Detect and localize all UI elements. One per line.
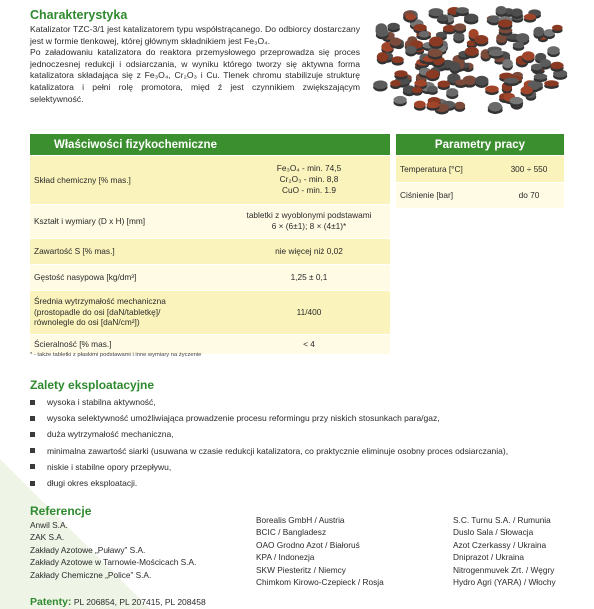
pellet-shape bbox=[534, 74, 548, 83]
pellet-shape bbox=[456, 7, 469, 16]
pellet-shape bbox=[504, 78, 519, 87]
row-value: 300 ÷ 550 bbox=[494, 156, 564, 182]
table-row bbox=[30, 238, 390, 264]
table-row bbox=[30, 290, 390, 334]
list-item: Zakłady Azotowe „Puławy” S.A. bbox=[30, 544, 146, 555]
pellet-shape bbox=[428, 49, 443, 60]
row-label: Średnia wytrzymałość mechaniczna (prostopadle do osi [daN/tabletkę]/ równolegle do osi [daN/cm²]) bbox=[30, 290, 228, 334]
pellet-shape bbox=[450, 62, 461, 74]
work-header-label: Parametry pracy bbox=[434, 138, 526, 151]
pellet-shape bbox=[513, 42, 524, 51]
phys-properties-table bbox=[30, 156, 390, 355]
intro-text bbox=[30, 24, 360, 105]
list-item-text: minimalna zawartość siarki (usuwana w czasie redukcji katalizatora, co praktycznie eliminuje osobny proces odsiarczania), bbox=[47, 445, 509, 456]
pellet-shape bbox=[376, 28, 389, 39]
list-item-text: wysoka i stabilna aktywność, bbox=[47, 397, 156, 408]
bullet-square-icon bbox=[30, 448, 35, 453]
table-row bbox=[30, 334, 390, 354]
row-label: Skład chemiczny [% mas.] bbox=[30, 156, 228, 204]
list-item bbox=[30, 475, 508, 491]
pellet-shape bbox=[419, 31, 430, 40]
pellet-shape bbox=[405, 46, 416, 57]
references-column-foreign-2 bbox=[453, 514, 556, 588]
row-value: 11/400 bbox=[228, 290, 390, 334]
work-parameters-table bbox=[396, 156, 564, 209]
pellet-shape bbox=[438, 15, 449, 24]
pellet-shape bbox=[429, 36, 443, 48]
section-title-characteristics: Charakterystyka bbox=[30, 8, 128, 22]
pellet-shape bbox=[453, 32, 464, 43]
list-item: Hydro Agri (YARA) / Włochy bbox=[453, 576, 556, 587]
pellet-shape bbox=[510, 97, 524, 107]
table-row bbox=[396, 156, 564, 182]
pellet-shape bbox=[489, 102, 502, 114]
work-parameters-header bbox=[396, 134, 564, 155]
list-item: S.C. Turnu S.A. / Rumunia bbox=[453, 515, 551, 525]
pellet-shape bbox=[390, 80, 401, 89]
pellet-shape bbox=[524, 14, 536, 23]
pellet-shape bbox=[465, 47, 479, 59]
pellet-shape bbox=[426, 70, 440, 82]
table-row bbox=[30, 204, 390, 238]
row-value: do 70 bbox=[494, 182, 564, 208]
list-item-text: długi okres eksploatacji. bbox=[47, 478, 138, 489]
pellet-shape bbox=[511, 8, 523, 19]
list-item: KPA / Indonezja bbox=[256, 552, 315, 563]
list-item: Nitrogenmuvek Zrt. / Węgry bbox=[453, 564, 555, 575]
row-label: Gęstość nasypowa [kg/dm³] bbox=[30, 264, 228, 290]
row-value: 1,25 ± 0,1 bbox=[228, 264, 390, 290]
row-value: Fe₃O₄ - min. 74,5 Cr₂O₃ - min. 8,8 CuO - min. 1.9 bbox=[228, 156, 390, 204]
pellet-shape bbox=[550, 62, 563, 72]
pellet-shape bbox=[393, 96, 406, 106]
row-label: Temperatura [°C] bbox=[396, 156, 494, 182]
bullet-square-icon bbox=[30, 481, 35, 486]
row-label: Ścieralność [% mas.] bbox=[30, 334, 228, 354]
list-item: ZAK S.A. bbox=[30, 532, 65, 543]
pellet-shape bbox=[502, 59, 512, 71]
pellet-shape bbox=[498, 19, 512, 30]
advantages-list bbox=[30, 394, 508, 491]
list-item bbox=[30, 410, 508, 426]
pellet-shape bbox=[496, 6, 507, 17]
row-label: Zawartość S [% mas.] bbox=[30, 238, 228, 264]
row-value: < 4 bbox=[228, 334, 390, 354]
footnote: * - także tabletki z płaskimi podstawami i inne wymiary na życzenie bbox=[30, 352, 202, 358]
table-row bbox=[396, 182, 564, 208]
bullet-square-icon bbox=[30, 400, 35, 405]
list-item: Chimkom Kirowo-Czepieck / Rosja bbox=[256, 576, 384, 587]
pellet-shape bbox=[489, 50, 504, 59]
list-item-text: niskie i stabilne opory przepływu, bbox=[47, 461, 172, 472]
pellet-shape bbox=[373, 80, 387, 91]
bullet-square-icon bbox=[30, 464, 35, 469]
list-item: Duslo Sala / Słowacja bbox=[453, 527, 534, 538]
pellet-shape bbox=[387, 23, 399, 33]
list-item: SKW Piesteritz / Niemcy bbox=[256, 564, 346, 575]
list-item-text: wysoka selektywność umożliwiająca prowadzenie procesu reformingu przy niskich stosunkach para/gaz, bbox=[47, 413, 440, 424]
pellet-shape bbox=[390, 38, 401, 49]
pellet-shape bbox=[412, 87, 423, 96]
bullet-square-icon bbox=[30, 432, 35, 437]
pellet-shape bbox=[547, 46, 560, 57]
references-column-poland bbox=[30, 519, 196, 581]
pellet-shape bbox=[377, 52, 388, 64]
row-value: tabletki z wyoblonymi podstawami 6 × (6±1); 8 × (4±1)* bbox=[228, 204, 390, 238]
patents-label: Patenty: bbox=[30, 596, 72, 608]
intro-paragraph-2: Po załadowaniu katalizatora do reaktora przemysłowego przeprowadza się proces jednoczesnej redukcji i odsiarczania, w wyniku którego tworzy się aktywna forma katalizatora składająca się z Fe₃O₄, Cr₂O₃ i Cu. Tlenek chromu stabilizuje strukturę katalizatora i pełni rolę promotora, międ ź jest czynnikiem zwiększającym selektywność. bbox=[30, 47, 360, 104]
pellet-shape bbox=[427, 86, 438, 95]
bullet-square-icon bbox=[30, 416, 35, 421]
pellet-shape bbox=[426, 102, 439, 111]
list-item: OAO Grodno Azot / Białoruś bbox=[256, 539, 360, 550]
pellet-shape bbox=[455, 79, 467, 88]
section-title-references: Referencje bbox=[30, 504, 92, 518]
intro-paragraph-1: Katalizator TZC-3/1 jest katalizatorem typu współstrącanego. Do odbiorcy dostarczany jest w formie tlenkowej, której głównym składnikiem jest Fe₃O₄. bbox=[30, 24, 360, 46]
list-item: BCIC / Bangladesz bbox=[256, 527, 327, 538]
pellet-shape bbox=[454, 23, 466, 33]
pellet-shape bbox=[446, 88, 458, 99]
list-item bbox=[30, 459, 508, 475]
patents-line bbox=[30, 596, 206, 608]
catalyst-pellets-image bbox=[370, 0, 570, 118]
pellet-shape bbox=[552, 25, 563, 34]
pellet-shape bbox=[485, 85, 499, 95]
section-title-advantages: Zalety eksploatacyjne bbox=[30, 378, 155, 392]
pellet-shape bbox=[533, 27, 544, 39]
list-item bbox=[30, 443, 508, 459]
phys-properties-header bbox=[30, 134, 390, 155]
pellet-shape bbox=[474, 35, 488, 47]
table-row bbox=[30, 156, 390, 204]
pellet-shape bbox=[521, 86, 533, 97]
list-item: Azot Czerkassy / Ukraina bbox=[453, 539, 547, 550]
pellet-shape bbox=[392, 56, 404, 65]
list-item: Zakłady Azotowe w Tarnowie-Mościcach S.A. bbox=[30, 557, 197, 568]
pellet-shape bbox=[454, 102, 465, 112]
pellet-shape bbox=[522, 51, 535, 63]
pellet-shape bbox=[438, 80, 450, 90]
phys-header-label: Właściwości fizykochemiczne bbox=[54, 138, 217, 151]
pellet-shape bbox=[405, 14, 416, 23]
list-item bbox=[30, 394, 508, 410]
list-item-text: duża wytrzymałość mechaniczna, bbox=[47, 429, 174, 440]
list-item: Zakłady Chemiczne „Police” S.A. bbox=[30, 569, 152, 580]
table-row bbox=[30, 264, 390, 290]
list-item: Borealis GmbH / Austria bbox=[256, 515, 345, 525]
patents-value: PL 206854, PL 207415, PL 208458 bbox=[73, 597, 206, 607]
pellet-shape bbox=[414, 101, 426, 111]
row-value: nie więcej niż 0,02 bbox=[228, 238, 390, 264]
pellet-shape bbox=[475, 76, 488, 88]
list-item: Dniprazot / Ukraina bbox=[453, 552, 525, 563]
list-item: Anwil S.A. bbox=[30, 520, 68, 530]
pellet-shape bbox=[544, 80, 559, 89]
list-item bbox=[30, 426, 508, 442]
row-label: Ciśnienie [bar] bbox=[396, 182, 494, 208]
row-label: Kształt i wymiary (D x H) [mm] bbox=[30, 204, 228, 238]
references-column-foreign-1 bbox=[256, 514, 384, 588]
pellet-shape bbox=[394, 70, 407, 79]
pellet-shape bbox=[531, 64, 542, 73]
